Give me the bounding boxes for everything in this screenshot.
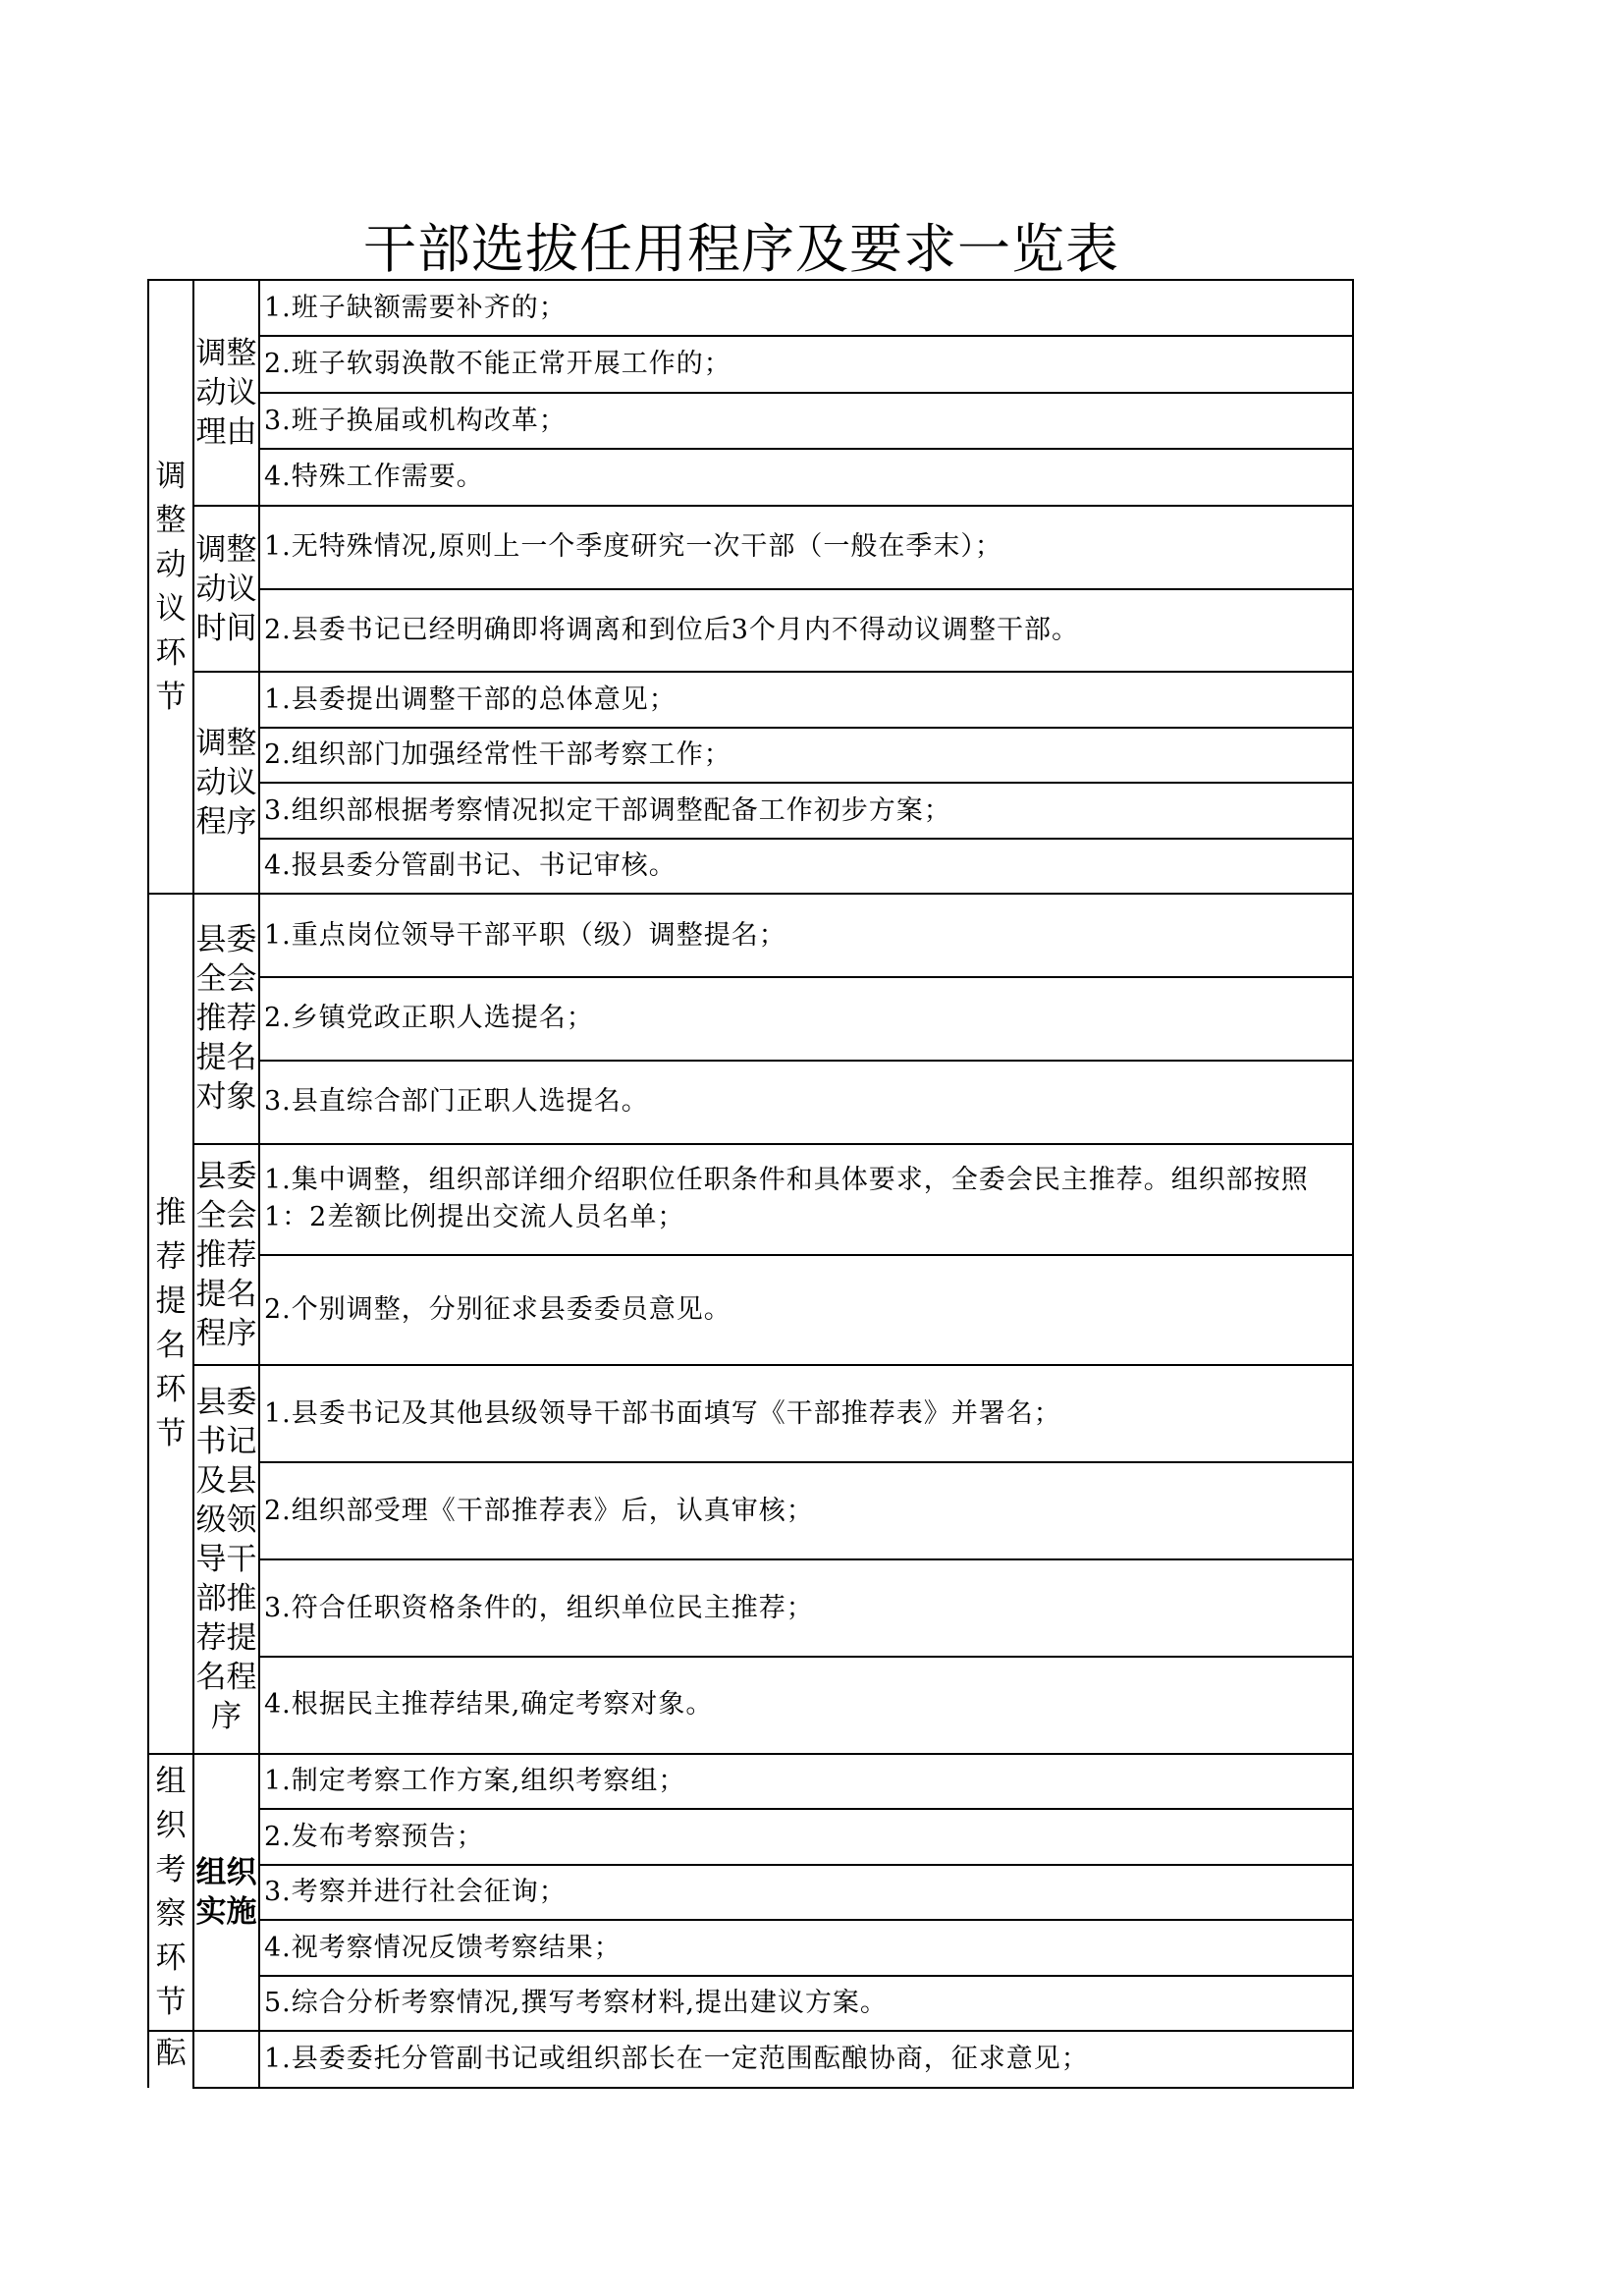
page-title: 干部选拔任用程序及要求一览表	[363, 218, 1119, 280]
label-line: 序	[211, 1699, 242, 1735]
list-item: 4.视考察情况反馈考察结果；	[259, 1920, 1353, 1975]
sub-plenary-procedure	[193, 1144, 259, 1366]
label-line: 提名	[195, 1276, 257, 1312]
section-recommendation	[148, 894, 193, 1754]
list-item: 1.县委提出调整干部的总体意见；	[259, 672, 1353, 727]
label-line: 考	[155, 1852, 187, 1888]
list-item: 4.特殊工作需要。	[259, 449, 1353, 505]
sub-plenary-nominees	[193, 894, 259, 1143]
label-line: 导干	[195, 1542, 257, 1578]
list-item: 1.集中调整，组织部详细介绍职位任职条件和具体要求，全委会民主推荐。组织部按照1：2差额比例提出交流人员名单；	[259, 1144, 1353, 1255]
label-line: 荐提	[195, 1620, 257, 1657]
label-line: 调	[155, 458, 187, 494]
label-line: 书记	[195, 1424, 257, 1460]
section-deliberation	[148, 2031, 193, 2088]
label-line: 实施	[195, 1894, 257, 1931]
sub-empty	[193, 2031, 259, 2088]
list-item: 1.重点岗位领导干部平职（级）调整提名；	[259, 894, 1353, 977]
label-line: 名程	[195, 1660, 257, 1696]
list-item: 2.县委书记已经明确即将调离和到位后3个月内不得动议调整干部。	[259, 589, 1353, 673]
label-line: 组	[155, 1764, 187, 1800]
label-line: 名	[155, 1328, 187, 1364]
label-line: 酝	[155, 2036, 187, 2072]
label-line: 整	[155, 502, 187, 538]
label-line: 部推	[195, 1581, 257, 1617]
label-line: 级领	[195, 1503, 257, 1539]
list-item: 2.组织部受理《干部推荐表》后，认真审核；	[259, 1462, 1353, 1559]
label-line: 对象	[195, 1079, 257, 1116]
label-line: 动议	[195, 374, 257, 410]
label-line: 推荐	[195, 1236, 257, 1273]
sub-leader-recommendation-procedure	[193, 1365, 259, 1753]
label-line: 节	[155, 1985, 187, 2021]
sub-implementation	[193, 1754, 259, 2031]
list-item: 1.制定考察工作方案,组织考察组；	[259, 1754, 1353, 1809]
section-adjustment-proposal	[148, 280, 193, 894]
list-item: 2.个别调整，分别征求县委委员意见。	[259, 1255, 1353, 1366]
label-line: 理由	[195, 413, 257, 450]
label-line: 及县	[195, 1463, 257, 1500]
label-line: 提	[155, 1284, 187, 1320]
label-line: 程序	[195, 1315, 257, 1351]
label-line: 环	[155, 634, 187, 671]
label-line: 环	[155, 1940, 187, 1977]
list-item: 3.班子换届或机构改革；	[259, 393, 1353, 449]
label-line: 程序	[195, 804, 257, 841]
list-item: 2.班子软弱涣散不能正常开展工作的；	[259, 336, 1353, 392]
sub-adjustment-procedure	[193, 672, 259, 894]
list-item: 2.发布考察预告；	[259, 1809, 1353, 1864]
list-item: 1.无特殊情况,原则上一个季度研究一次干部（一般在季末）；	[259, 506, 1353, 589]
list-item: 4.报县委分管副书记、书记审核。	[259, 839, 1353, 894]
label-line: 推荐	[195, 1001, 257, 1037]
label-line: 县委	[195, 1158, 257, 1194]
label-line: 动议	[195, 571, 257, 607]
list-item: 3.组织部根据考察情况拟定干部调整配备工作初步方案；	[259, 783, 1353, 838]
label-line: 提名	[195, 1040, 257, 1076]
label-line: 节	[155, 679, 187, 715]
list-item: 3.考察并进行社会征询；	[259, 1865, 1353, 1920]
label-line: 调整	[195, 531, 257, 568]
label-line: 动	[155, 546, 187, 582]
list-item: 3.县直综合部门正职人选提名。	[259, 1061, 1353, 1144]
list-item: 5.综合分析考察情况,撰写考察材料,提出建议方案。	[259, 1976, 1353, 2031]
label-line: 时间	[195, 610, 257, 646]
list-item: 4.根据民主推荐结果,确定考察对象。	[259, 1657, 1353, 1754]
sub-adjustment-time	[193, 506, 259, 672]
label-line: 议	[155, 590, 187, 627]
label-line: 全会	[195, 1197, 257, 1233]
label-line: 全会	[195, 961, 257, 998]
label-line: 县委	[195, 922, 257, 958]
section-inspection	[148, 1754, 193, 2031]
label-line: 调整	[195, 726, 257, 762]
label-line: 县委	[195, 1385, 257, 1421]
sub-adjustment-reason	[193, 280, 259, 506]
label-line: 织	[155, 1808, 187, 1844]
label-line: 组织	[195, 1855, 257, 1891]
label-line: 调整	[195, 335, 257, 371]
label-line: 节	[155, 1416, 187, 1452]
label-line: 察	[155, 1896, 187, 1933]
label-line: 动议	[195, 765, 257, 801]
list-item: 1.县委书记及其他县级领导干部书面填写《干部推荐表》并署名；	[259, 1365, 1353, 1462]
list-item: 1.县委委托分管副书记或组织部长在一定范围酝酿协商，征求意见；	[259, 2031, 1353, 2088]
list-item: 2.组织部门加强经常性干部考察工作；	[259, 728, 1353, 783]
label-line: 环	[155, 1372, 187, 1408]
list-item: 1.班子缺额需要补齐的；	[259, 280, 1353, 336]
list-item: 3.符合任职资格条件的，组织单位民主推荐；	[259, 1559, 1353, 1657]
list-item: 2.乡镇党政正职人选提名；	[259, 977, 1353, 1061]
procedure-table	[147, 279, 1354, 2089]
label-line: 推	[155, 1195, 187, 1231]
label-line: 荐	[155, 1239, 187, 1276]
